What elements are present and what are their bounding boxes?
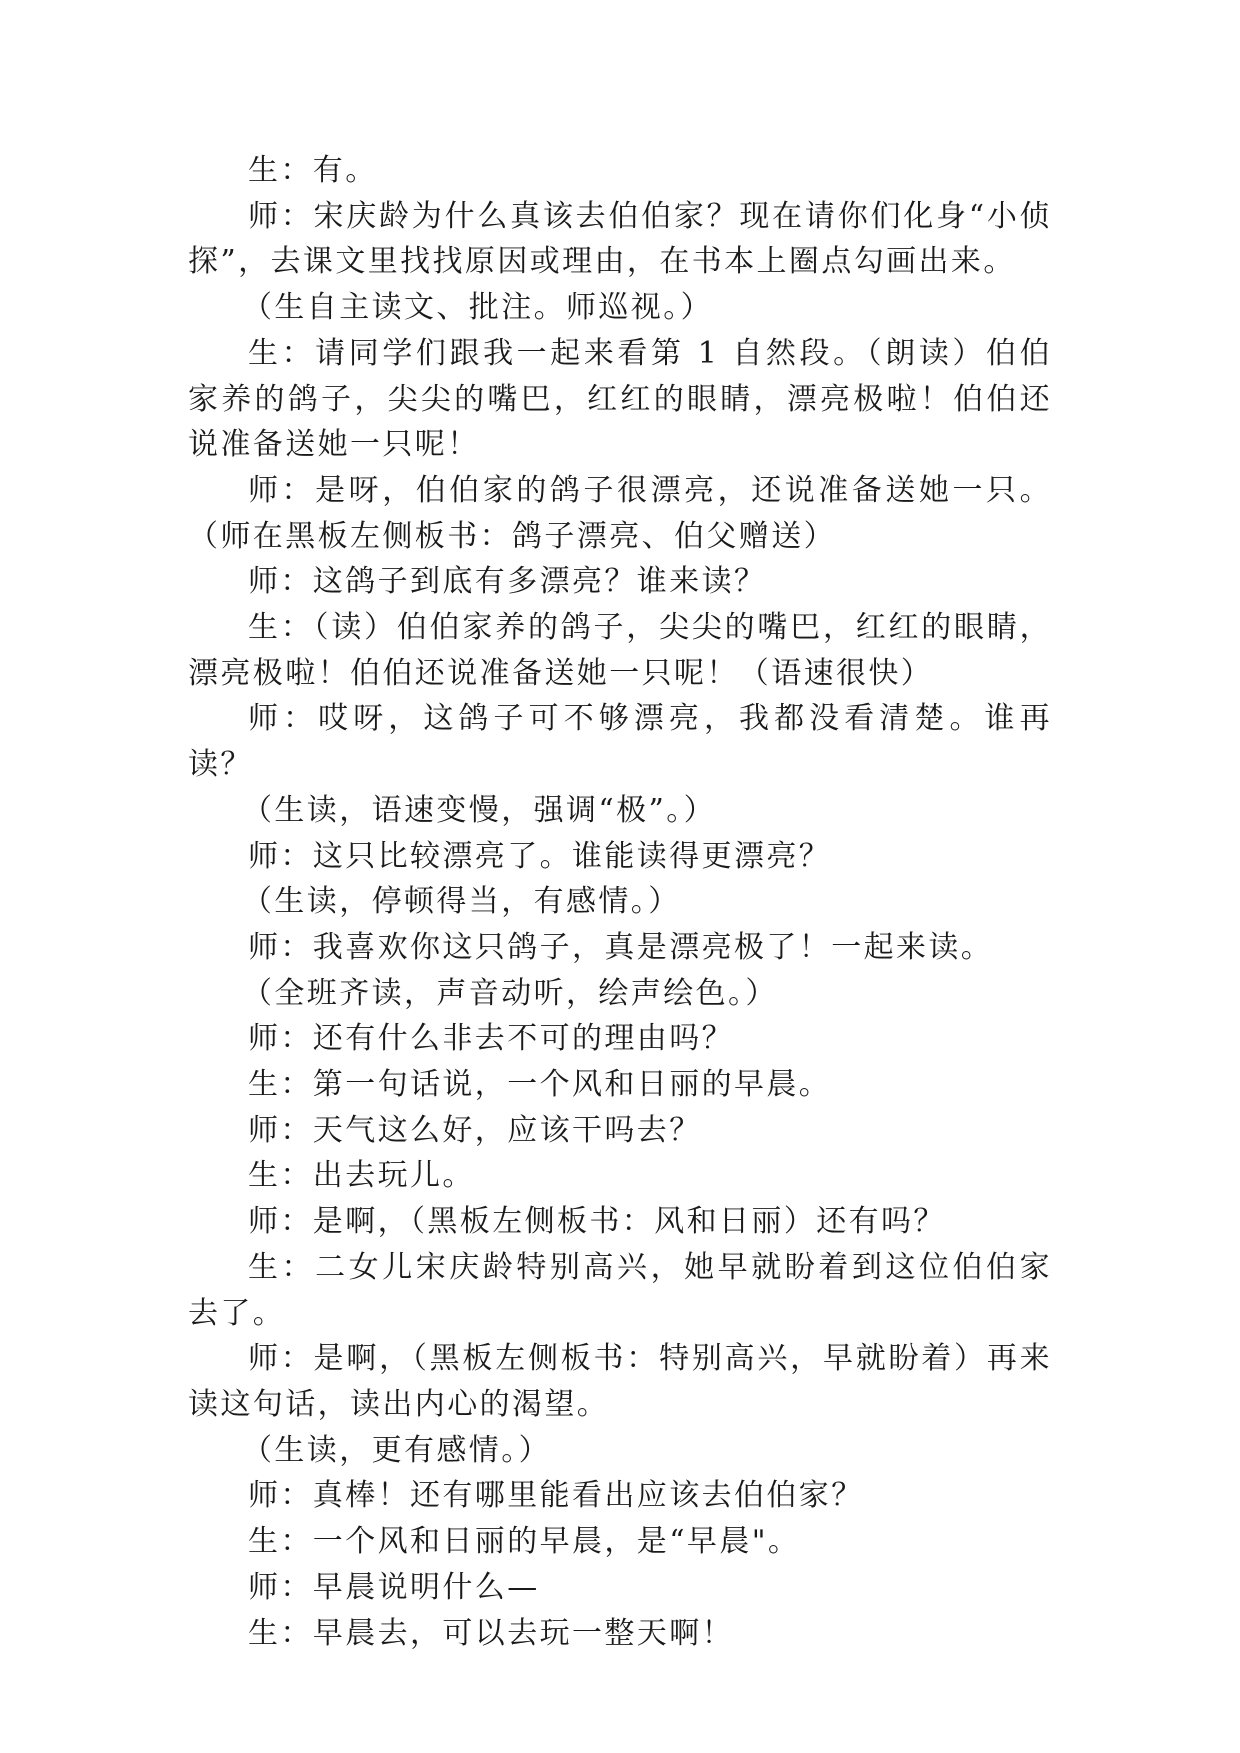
paragraph: 生：早晨去，可以去玩一整天啊！ [248,1615,734,1651]
paragraph: 师：我喜欢你这只鸽子，真是漂亮极了！一起来读。 [248,929,994,965]
document-page [188,148,1052,1656]
paragraph: 生：出去玩儿。 [248,1158,475,1194]
paragraph: 师：还有什么非去不可的理由吗？ [248,1021,734,1057]
paragraph: 师：是呀，伯伯家的鸽子很漂亮，还说准备送她一只。（师在黑板左侧板书：鸽子漂亮、伯父赠送） [188,472,1052,554]
stage-direction: （生自主读文、批注。师巡视。） [242,290,713,326]
stage-direction: （全班齐读，声音动听，绘声绘色。） [242,975,778,1011]
stage-direction: （生读，更有感情。） [242,1432,551,1468]
paragraph: 师：天气这么好，应该干吗去？ [248,1112,702,1148]
paragraph: 师：是啊，（黑板左侧板书：风和日丽）还有吗？ [248,1204,946,1240]
paragraph: 师：这只比较漂亮了。谁能读得更漂亮？ [248,838,832,874]
paragraph: 师：早晨说明什么— [248,1569,540,1605]
paragraph: 生：（读）伯伯家养的鸽子，尖尖的嘴巴，红红的眼睛，漂亮极啦！伯伯还说准备送她一只呢！（语速很快） [188,610,1052,691]
paragraph: 师：真棒！还有哪里能看出应该去伯伯家？ [248,1478,864,1514]
paragraph: 师：宋庆龄为什么真该去伯伯家？现在请你们化身“小侦探”，去课文里找找原因或理由，在书本上圈点勾画出来。 [188,198,1052,280]
paragraph: 师：是啊，（黑板左侧板书：特别高兴，早就盼着）再来读这句话，读出内心的渴望。 [188,1341,1052,1422]
paragraph: 生：二女儿宋庆龄特别高兴，她早就盼着到这位伯伯家去了。 [188,1249,1052,1331]
paragraph: 生：一个风和日丽的早晨，是“早晨"。 [248,1524,801,1560]
paragraph: 师：哎呀，这鸽子可不够漂亮，我都没看清楚。谁再读？ [188,701,1052,783]
paragraph: 生：第一句话说，一个风和日丽的早晨。 [248,1067,832,1103]
paragraph: 生：请同学们跟我一起来看第 1 自然段。（朗读）伯伯家养的鸽子，尖尖的嘴巴，红红的眼睛，漂亮极啦！伯伯还说准备送她一只呢！ [188,335,1052,463]
paragraph: 师：这鸽子到底有多漂亮？谁来读？ [248,564,767,600]
stage-direction: （生读，停顿得当，有感情。） [242,884,681,920]
stage-direction: （生读，语速变慢，强调“极”。） [242,792,717,828]
paragraph: 生：有。 [248,153,378,188]
